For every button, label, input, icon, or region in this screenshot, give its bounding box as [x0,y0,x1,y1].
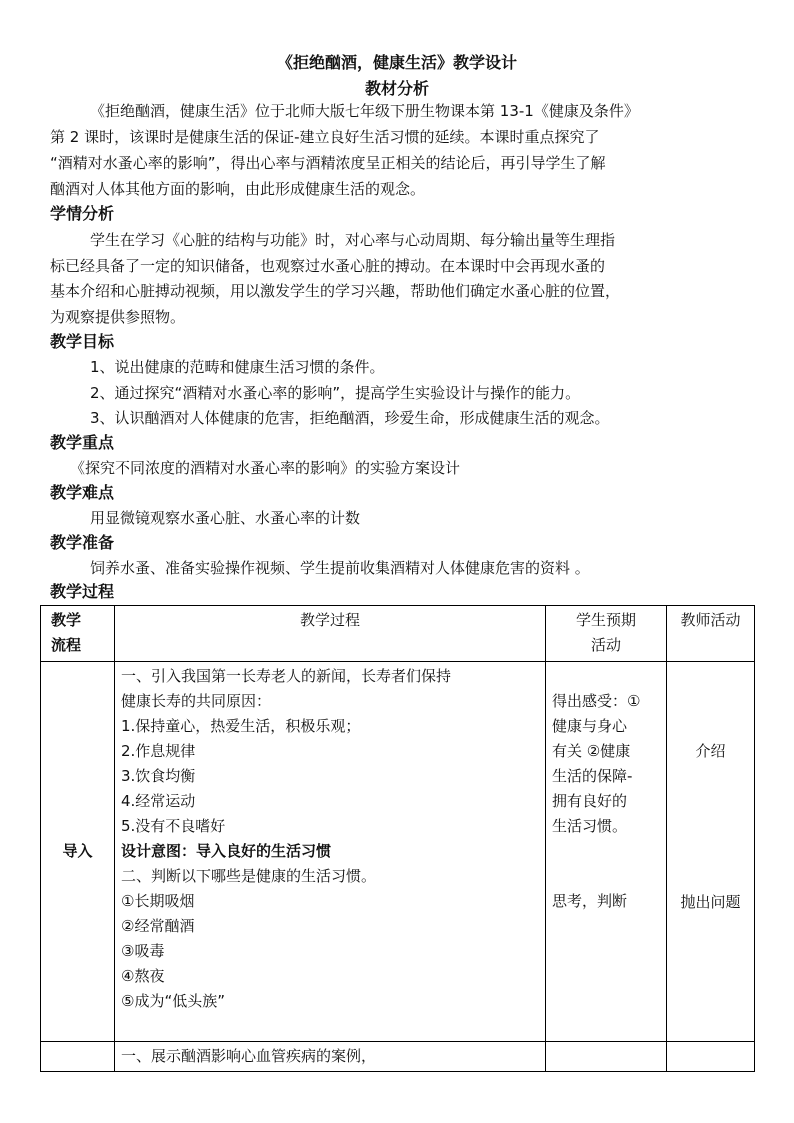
process-line: 5.没有不良嗜好 [121,817,226,835]
stage-intro: 导入 [41,662,115,1042]
table-row [41,1042,755,1072]
section-heading-analysis: 教材分析 [364,79,429,98]
next-teacher-cell [667,1042,755,1072]
header-student-line: 学生预期 [575,611,636,629]
process-table [40,605,755,1072]
process-line: 1.保持童心，热爱生活，积极乐观； [121,717,361,735]
process-line: 健康长寿的共同原因： [121,692,272,710]
process-line: ④熬夜 [121,967,165,985]
section-heading-process: 教学过程 [50,582,115,601]
process-line: 二、判断以下哪些是健康的生活习惯。 [121,867,377,885]
design-intent: 设计意图：导入良好的生活习惯 [121,842,332,860]
table-header-row [41,606,755,662]
section-heading-learner: 学情分析 [50,204,115,223]
goal-item: 1、说出健康的范畴和健康生活习惯的条件。 [90,358,385,376]
teacher-line: 抛出问题 [680,893,741,911]
next-process-cell: 一、展示酗酒影响心血管疾病的案例， [115,1042,546,1072]
process-line: ③吸毒 [121,942,165,960]
key-point: 《探究不同浓度的酒精对水蚤心率的影响》的实验方案设计 [70,459,461,477]
intro-student-cell [546,662,667,1042]
table-row [41,662,755,1042]
learner-line: 为观察提供参照物。 [50,308,186,326]
goal-item: 3、认识酗酒对人体健康的危害，拒绝酗酒，珍爱生命，形成健康生活的观念。 [90,409,610,427]
document-title: 《拒绝酗酒，健康生活》教学设计 [276,53,517,72]
section-heading-key: 教学重点 [50,433,115,452]
analysis-line: 第 2 课时，该课时是健康生活的保证-建立良好生活习惯的延续。本课时重点探究了 [50,128,600,146]
intro-teacher-cell [667,662,755,1042]
student-line: 生活习惯。 [552,817,628,835]
section-heading-difficulty: 教学难点 [50,483,115,502]
process-line: 2.作息规律 [121,742,196,760]
header-student [546,606,667,662]
intro-process-cell [115,662,546,1042]
learner-line: 基本介绍和心脏搏动视频，用以激发学生的学习兴趣，帮助他们确定水蚤心脏的位置， [50,282,621,300]
prep-text: 饲养水蚤、准备实验操作视频、学生提前收集酒精对人体健康危害的资料 。 [90,559,590,577]
analysis-line: 《拒绝酗酒，健康生活》位于北师大版七年级下册生物课本第 13-1《健康及条件》 [90,102,639,120]
section-heading-prep: 教学准备 [50,533,115,552]
process-line: ①长期吸烟 [121,892,195,910]
section-heading-goals: 教学目标 [50,332,115,351]
student-line: 生活的保障- [552,767,633,785]
student-line: 得出感受：① [552,692,641,710]
header-flow-line: 流程 [51,636,82,654]
header-flow-line: 教学 [51,611,82,629]
next-stage-cell [41,1042,115,1072]
process-line: ⑤成为“低头族” [121,992,225,1010]
student-line: 拥有良好的 [552,792,628,810]
header-teacher: 教师活动 [667,606,755,662]
teacher-line: 介绍 [695,742,726,760]
student-line: 思考，判断 [552,892,628,910]
header-process: 教学过程 [115,606,546,662]
header-flow [41,606,115,662]
process-line: 4.经常运动 [121,792,196,810]
learner-line: 标已经具备了一定的知识储备，也观察过水蚤心脏的搏动。在本课时中会再现水蚤的 [50,257,606,275]
header-student-line: 活动 [590,636,621,654]
difficulty-text: 用显微镜观察水蚤心脏、水蚤心率的计数 [90,509,361,527]
process-line: ②经常酗酒 [121,917,195,935]
analysis-line: “酒精对水蚤心率的影响”，得出心率与酒精浓度呈正相关的结论后，再引导学生了解 [50,154,606,172]
student-line: 健康与身心 [552,717,628,735]
analysis-line: 酗酒对人体其他方面的影响，由此形成健康生活的观念。 [50,180,426,198]
process-line: 一、引入我国第一长寿老人的新闻，长寿者们保持 [121,667,452,685]
next-student-cell [546,1042,667,1072]
learner-line: 学生在学习《心脏的结构与功能》时，对心率与心动周期、每分输出量等生理指 [90,231,616,249]
goal-item: 2、通过探究“酒精对水蚤心率的影响”，提高学生实验设计与操作的能力。 [90,384,581,402]
process-line: 3.饮食均衡 [121,767,196,785]
student-line: 有关 ②健康 [552,742,631,760]
